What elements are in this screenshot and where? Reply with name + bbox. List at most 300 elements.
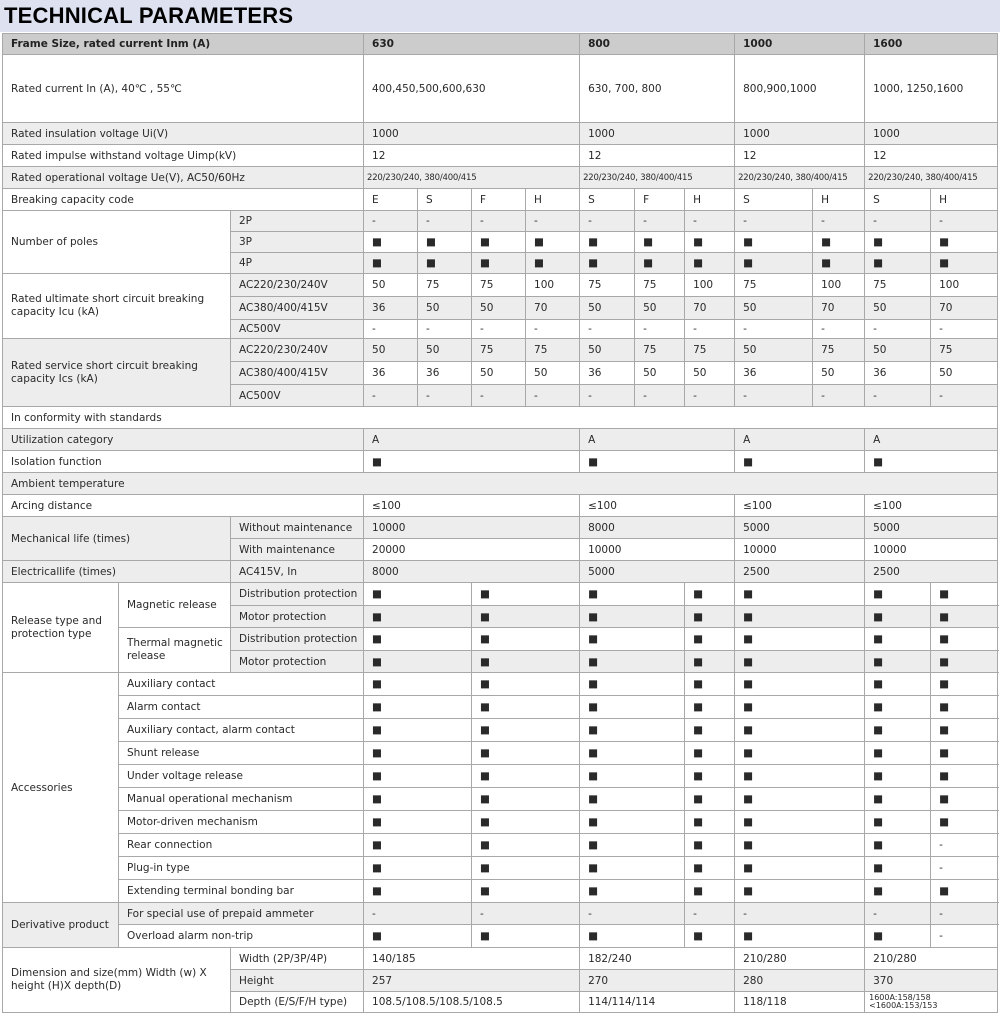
table-row	[3, 211, 998, 232]
table-cell: 50	[865, 339, 931, 362]
table-cell: ■	[526, 232, 580, 253]
table-cell: -	[685, 903, 735, 925]
header-cell: 1600	[865, 34, 998, 55]
table-cell: ■	[635, 253, 685, 274]
table-cell: AC380/400/415V	[231, 362, 364, 385]
table-cell: ■	[735, 742, 865, 765]
table-row	[3, 451, 998, 473]
table-cell: Motor protection	[231, 651, 364, 673]
table-cell: ■	[865, 583, 931, 606]
table-cell: -	[472, 211, 526, 232]
table-cell: ■	[685, 880, 735, 903]
table-cell: ■	[735, 628, 865, 651]
table-cell: For special use of prepaid ammeter	[119, 903, 364, 925]
table-cell: 50	[526, 362, 580, 385]
table-cell: Rated operational voltage Ue(V), AC50/60Hz	[3, 167, 364, 189]
table-cell: Depth (E/S/F/H type)	[231, 992, 364, 1013]
table-cell: 114/114/114	[580, 992, 735, 1013]
table-cell: Release type and protection type	[3, 583, 119, 673]
table-cell: ■	[865, 451, 998, 473]
table-cell: AC380/400/415V	[231, 297, 364, 320]
table-cell: Rated service short circuit breaking capacity Ics (kA)	[3, 339, 231, 407]
table-cell: ■	[580, 925, 685, 948]
table-cell: ■	[472, 651, 580, 673]
table-cell: Auxiliary contact, alarm contact	[119, 719, 364, 742]
table-cell: ■	[364, 651, 472, 673]
table-cell: Plug-in type	[119, 857, 364, 880]
table-cell: ■	[865, 857, 931, 880]
table-cell: -	[931, 903, 998, 925]
table-cell: 50	[364, 339, 418, 362]
table-row	[3, 561, 998, 583]
table-cell: 220/230/240, 380/400/415	[865, 167, 998, 189]
table-cell: -	[364, 211, 418, 232]
table-cell: S	[580, 189, 635, 211]
table-cell: ■	[865, 651, 931, 673]
table-cell: -	[865, 903, 931, 925]
table-cell: ■	[364, 451, 580, 473]
table-cell: 70	[526, 297, 580, 320]
table-cell: ■	[472, 765, 580, 788]
table-cell: ■	[364, 742, 472, 765]
table-cell: 75	[685, 339, 735, 362]
table-cell: -	[865, 320, 931, 339]
table-cell: 36	[580, 362, 635, 385]
table-cell: -	[931, 211, 998, 232]
table-cell: ■	[931, 880, 998, 903]
table-cell: ■	[865, 925, 931, 948]
table-row	[3, 583, 998, 606]
table-cell: Accessories	[3, 673, 119, 903]
table-cell: ■	[865, 834, 931, 857]
table-cell: Dimension and size(mm) Width (w) X height (H)X depth(D)	[3, 948, 231, 1013]
table-cell: 5000	[580, 561, 735, 583]
table-cell: ■	[364, 719, 472, 742]
table-cell: 8000	[364, 561, 580, 583]
table-cell: ■	[472, 696, 580, 719]
table-cell: Motor protection	[231, 606, 364, 628]
table-cell: Electricallife (times)	[3, 561, 231, 583]
table-cell: ■	[685, 719, 735, 742]
table-cell: S	[418, 189, 472, 211]
table-cell: ■	[685, 628, 735, 651]
table-cell: ■	[865, 696, 931, 719]
table-cell: ■	[580, 232, 635, 253]
table-cell: 36	[364, 297, 418, 320]
table-cell: ■	[364, 925, 472, 948]
table-cell: ≤100	[735, 495, 865, 517]
table-cell: Rated current In (A), 40℃ , 55℃	[3, 55, 364, 123]
table-cell: ■	[364, 834, 472, 857]
table-cell: 12	[865, 145, 998, 167]
table-cell: -	[735, 385, 813, 407]
table-cell: ■	[685, 811, 735, 834]
table-cell: -	[931, 834, 998, 857]
table-cell: ■	[580, 880, 685, 903]
table-cell: 1000	[580, 123, 735, 145]
table-cell: ■	[580, 811, 685, 834]
table-cell: -	[735, 211, 813, 232]
table-cell: 20000	[364, 539, 580, 561]
table-cell: 12	[735, 145, 865, 167]
table-cell: Manual operational mechanism	[119, 788, 364, 811]
table-cell: ■	[472, 719, 580, 742]
table-cell: 210/280	[865, 948, 998, 970]
table-cell: 75	[635, 274, 685, 297]
table-row	[3, 788, 998, 811]
table-cell: ■	[735, 606, 865, 628]
table-cell: ■	[418, 232, 472, 253]
table-cell: 108.5/108.5/108.5/108.5	[364, 992, 580, 1013]
table-cell: ■	[735, 857, 865, 880]
table-cell: ■	[364, 232, 418, 253]
table-cell: 70	[813, 297, 865, 320]
table-cell: 10000	[364, 517, 580, 539]
table-cell: -	[865, 211, 931, 232]
table-cell: -	[418, 385, 472, 407]
table-cell: ≤100	[865, 495, 998, 517]
table-cell: ■	[685, 834, 735, 857]
table-cell: 50	[418, 339, 472, 362]
table-cell: ■	[685, 765, 735, 788]
table-cell: ■	[735, 925, 865, 948]
table-cell: -	[735, 903, 865, 925]
table-cell: 257	[364, 970, 580, 992]
table-cell: 70	[931, 297, 998, 320]
table-cell: ■	[931, 651, 998, 673]
table-cell: ■	[685, 742, 735, 765]
table-row	[3, 948, 998, 970]
table-cell: 50	[418, 297, 472, 320]
table-cell: 50	[931, 362, 998, 385]
table-cell: 3P	[231, 232, 364, 253]
table-cell: -	[931, 925, 998, 948]
table-cell: AC415V, In	[231, 561, 364, 583]
table-cell: 50	[735, 339, 813, 362]
table-cell: -	[580, 903, 685, 925]
table-cell: 75	[931, 339, 998, 362]
table-row	[3, 696, 998, 719]
table-cell: ■	[580, 628, 685, 651]
table-cell: ■	[931, 253, 998, 274]
table-cell: 100	[526, 274, 580, 297]
table-cell: 370	[865, 970, 998, 992]
table-cell: ■	[931, 673, 998, 696]
table-cell: ■	[580, 451, 735, 473]
table-cell: -	[931, 385, 998, 407]
table-cell: Rated ultimate short circuit breaking capacity Icu (kA)	[3, 274, 231, 339]
table-cell: ■	[735, 583, 865, 606]
table-cell: ■	[472, 834, 580, 857]
table-cell: ■	[685, 925, 735, 948]
table-cell: S	[735, 189, 813, 211]
table-row	[3, 167, 998, 189]
table-cell: ■	[685, 857, 735, 880]
table-cell: -	[685, 385, 735, 407]
table-cell: ■	[580, 742, 685, 765]
table-cell: ■	[735, 811, 865, 834]
table-cell: Breaking capacity code	[3, 189, 364, 211]
table-cell: ■	[685, 606, 735, 628]
table-cell: 400,450,500,600,630	[364, 55, 580, 123]
table-cell: -	[685, 320, 735, 339]
table-cell: -	[418, 320, 472, 339]
table-cell: ■	[364, 696, 472, 719]
table-cell: H	[685, 189, 735, 211]
table-cell: ■	[931, 765, 998, 788]
table-row	[3, 857, 998, 880]
table-cell: ■	[931, 628, 998, 651]
table-row	[3, 880, 998, 903]
table-cell: ■	[364, 628, 472, 651]
table-cell: ■	[526, 253, 580, 274]
table-cell: F	[635, 189, 685, 211]
table-cell: 75	[735, 274, 813, 297]
table-cell: ■	[472, 673, 580, 696]
table-cell: ■	[472, 925, 580, 948]
table-cell: -	[418, 211, 472, 232]
table-cell: 75	[418, 274, 472, 297]
table-cell: 118/118	[735, 992, 865, 1013]
table-cell: ■	[735, 451, 865, 473]
table-cell: H	[813, 189, 865, 211]
table-cell: ■	[472, 606, 580, 628]
table-cell: ■	[472, 628, 580, 651]
table-cell: 2500	[865, 561, 998, 583]
table-cell: ■	[580, 719, 685, 742]
table-cell: ■	[735, 719, 865, 742]
table-row	[3, 339, 998, 362]
table-cell: E	[364, 189, 418, 211]
table-cell: ■	[865, 628, 931, 651]
table-cell: ■	[865, 673, 931, 696]
table-cell: Extending terminal bonding bar	[119, 880, 364, 903]
table-cell: AC500V	[231, 320, 364, 339]
table-cell: ■	[931, 742, 998, 765]
header-cell: 630	[364, 34, 580, 55]
table-row	[3, 811, 998, 834]
table-cell: ■	[685, 673, 735, 696]
page-title: TECHNICAL PARAMETERS	[4, 3, 294, 28]
table-cell: 75	[813, 339, 865, 362]
table-cell: Ambient temperature	[3, 473, 998, 495]
table-cell: -	[635, 385, 685, 407]
table-row	[3, 834, 998, 857]
table-cell: Mechanical life (times)	[3, 517, 231, 561]
table-cell: With maintenance	[231, 539, 364, 561]
table-cell: ■	[735, 651, 865, 673]
table-cell: H	[526, 189, 580, 211]
table-cell: ■	[580, 253, 635, 274]
table-cell: ■	[813, 253, 865, 274]
table-cell: -	[472, 385, 526, 407]
table-cell: ■	[472, 742, 580, 765]
table-cell: ■	[364, 857, 472, 880]
table-cell: ■	[685, 788, 735, 811]
table-cell: 220/230/240, 380/400/415	[364, 167, 580, 189]
table-cell: 5000	[865, 517, 998, 539]
table-cell: Under voltage release	[119, 765, 364, 788]
table-cell: ■	[735, 880, 865, 903]
table-cell: -	[685, 211, 735, 232]
table-cell: -	[364, 385, 418, 407]
table-cell: 50	[635, 297, 685, 320]
table-cell: ■	[364, 673, 472, 696]
table-cell: 50	[813, 362, 865, 385]
table-cell: -	[635, 320, 685, 339]
table-cell: Arcing distance	[3, 495, 364, 517]
table-cell: 50	[865, 297, 931, 320]
table-cell: ■	[472, 232, 526, 253]
table-cell: ■	[580, 696, 685, 719]
table-cell: 50	[580, 339, 635, 362]
table-cell: ■	[580, 673, 685, 696]
table-cell: Distribution protection	[231, 628, 364, 651]
table-cell: ■	[931, 788, 998, 811]
table-cell: 182/240	[580, 948, 735, 970]
table-row	[3, 765, 998, 788]
table-cell: -	[472, 903, 580, 925]
table-cell: -	[526, 385, 580, 407]
table-cell: Height	[231, 970, 364, 992]
table-cell: A	[364, 429, 580, 451]
table-cell: ■	[472, 811, 580, 834]
title-band	[0, 0, 1000, 32]
table-cell: Overload alarm non-trip	[119, 925, 364, 948]
table-cell: ■	[931, 719, 998, 742]
table-cell: Distribution protection	[231, 583, 364, 606]
table-row	[3, 673, 998, 696]
table-cell: ■	[735, 232, 813, 253]
table-cell: 100	[931, 274, 998, 297]
table-cell: 36	[418, 362, 472, 385]
table-cell: H	[931, 189, 998, 211]
table-cell	[865, 992, 998, 1013]
table-cell: 50	[472, 297, 526, 320]
table-cell: 210/280	[735, 948, 865, 970]
table-cell: -	[813, 211, 865, 232]
table-cell: ■	[364, 583, 472, 606]
table-cell: A	[865, 429, 998, 451]
table-cell: Rear connection	[119, 834, 364, 857]
table-cell: ■	[931, 232, 998, 253]
table-cell: ■	[472, 880, 580, 903]
table-cell: 70	[685, 297, 735, 320]
table-cell: Thermal magnetic release	[119, 628, 231, 673]
table-cell: 12	[580, 145, 735, 167]
table-cell: Motor-driven mechanism	[119, 811, 364, 834]
table-cell: S	[865, 189, 931, 211]
table-cell: 50	[735, 297, 813, 320]
table-cell: ■	[685, 696, 735, 719]
table-cell: ■	[735, 253, 813, 274]
table-cell: ■	[865, 719, 931, 742]
table-cell: ■	[685, 253, 735, 274]
table-cell: ■	[364, 253, 418, 274]
table-cell: 220/230/240, 380/400/415	[580, 167, 735, 189]
table-cell: 50	[580, 297, 635, 320]
table-cell: 50	[364, 274, 418, 297]
table-cell: ■	[580, 857, 685, 880]
table-cell: 75	[472, 339, 526, 362]
table-row	[3, 925, 998, 948]
table-cell: -	[865, 385, 931, 407]
table-cell: Number of poles	[3, 211, 231, 274]
table-cell: ■	[931, 606, 998, 628]
depth-line-1: 1600A:158/158	[869, 992, 931, 1002]
table-cell: Isolation function	[3, 451, 364, 473]
table-cell: ■	[865, 765, 931, 788]
table-cell: 10000	[580, 539, 735, 561]
header-cell: 1000	[735, 34, 865, 55]
table-cell: 50	[635, 362, 685, 385]
table-cell: F	[472, 189, 526, 211]
table-cell: -	[526, 320, 580, 339]
table-cell: ■	[735, 788, 865, 811]
table-cell: -	[635, 211, 685, 232]
table-row	[3, 517, 998, 539]
table-row	[3, 473, 998, 495]
table-cell: ■	[472, 583, 580, 606]
table-cell: ■	[472, 253, 526, 274]
table-cell: 800,900,1000	[735, 55, 865, 123]
table-cell: ■	[580, 765, 685, 788]
table-cell: ■	[580, 606, 685, 628]
table-cell: ≤100	[364, 495, 580, 517]
table-cell: ■	[865, 606, 931, 628]
table-cell: 12	[364, 145, 580, 167]
table-cell: ■	[865, 742, 931, 765]
table-cell: 4P	[231, 253, 364, 274]
table-row	[3, 274, 998, 297]
table-cell: ■	[865, 253, 931, 274]
table-row	[3, 719, 998, 742]
table-cell: Shunt release	[119, 742, 364, 765]
table-cell: -	[580, 385, 635, 407]
table-cell: 50	[472, 362, 526, 385]
table-cell: 1000	[865, 123, 998, 145]
table-cell: ■	[364, 606, 472, 628]
table-row	[3, 123, 998, 145]
table-cell: 2500	[735, 561, 865, 583]
table-row	[3, 55, 998, 123]
table-cell: -	[364, 320, 418, 339]
table-row	[3, 903, 998, 925]
table-cell: ■	[472, 857, 580, 880]
table-cell: 75	[526, 339, 580, 362]
table-cell: ■	[735, 673, 865, 696]
table-cell: 75	[472, 274, 526, 297]
table-cell: -	[472, 320, 526, 339]
table-cell: -	[931, 320, 998, 339]
table-cell: 75	[580, 274, 635, 297]
table-cell: Utilization category	[3, 429, 364, 451]
table-cell: ■	[635, 232, 685, 253]
table-cell: In conformity with standards	[3, 407, 998, 429]
table-cell: ■	[580, 788, 685, 811]
table-cell: 36	[865, 362, 931, 385]
table-cell: ■	[580, 583, 685, 606]
table-row	[3, 429, 998, 451]
table-cell: ■	[685, 232, 735, 253]
table-header-row	[3, 34, 998, 55]
table-cell: AC500V	[231, 385, 364, 407]
table-cell: -	[580, 320, 635, 339]
table-row	[3, 628, 998, 651]
table-cell: ■	[735, 834, 865, 857]
table-cell: 36	[364, 362, 418, 385]
table-cell: ■	[364, 811, 472, 834]
